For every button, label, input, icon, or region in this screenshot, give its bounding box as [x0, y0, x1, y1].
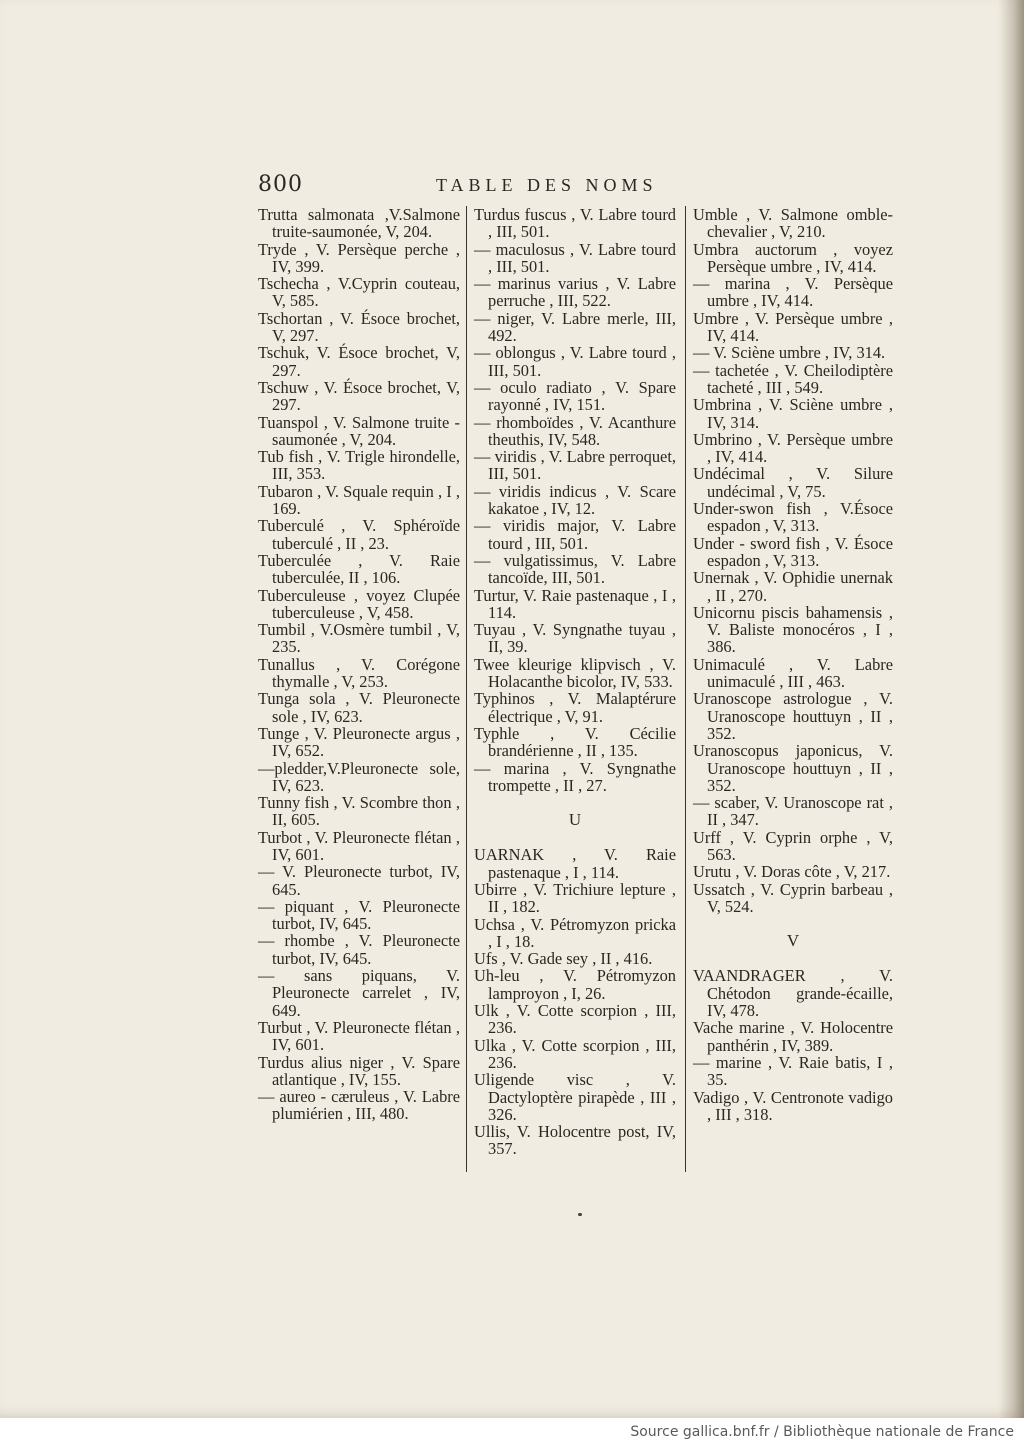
index-entry: Tuanspol , V. Salmone truite - saumonée , V, 204.	[258, 412, 460, 449]
index-entry: Vadigo , V. Centronote vadigo , III , 318.	[693, 1087, 893, 1124]
index-entry: Tschortan , V. Ésoce brochet, V, 297.	[258, 308, 460, 346]
index-entry: Tschuk, V. Ésoce brochet, V, 297.	[258, 343, 460, 380]
index-column-1	[258, 206, 460, 1123]
footer-bar	[0, 1418, 1024, 1450]
index-entry: — marina , V. Persèque umbre , IV, 414.	[693, 274, 893, 311]
index-entry: Ussatch , V. Cyprin barbeau , V, 524.	[693, 879, 893, 916]
index-entry: — piquant , V. Pleuronecte turbot, IV, 645.	[258, 896, 460, 934]
index-entry: Undécimal , V. Silure undécimal , V, 75.	[693, 464, 893, 501]
page-spine-shadow	[998, 0, 1024, 1418]
index-entry: — marine , V. Raie batis, I , 35.	[693, 1052, 893, 1090]
index-entry: Uranoscopus japonicus, V. Uranoscope houttuyn , II , 352.	[693, 741, 893, 795]
index-entry: Ullis, V. Holocentre post, IV, 357.	[474, 1122, 676, 1159]
index-entry: Tubaron , V. Squale requin , I , 169.	[258, 481, 460, 519]
index-entry: — niger, V. Labre merle, III, 492.	[474, 308, 676, 346]
column-rule-1	[466, 206, 467, 1172]
index-entry: Urutu , V. Doras côte , V, 217.	[693, 862, 891, 882]
index-entry: — viridis , V. Labre perroquet, III, 501.	[474, 447, 676, 484]
index-entry: Under - sword fish , V. Ésoce espadon , V, 313.	[693, 533, 893, 570]
index-entry: Tunga sola , V. Pleuronecte sole , IV, 623.	[258, 689, 460, 726]
index-entry: Umbrina , V. Sciène umbre , IV, 314.	[693, 395, 893, 432]
index-entry: Typhle , V. Cécilie brandérienne , II , 135.	[474, 723, 676, 761]
index-entry: Uh-leu , V. Pétromyzon lamproyon , I, 26.	[474, 966, 676, 1003]
index-entry: Uranoscope astrologue , V. Uranoscope houttuyn , II , 352.	[693, 689, 893, 743]
index-entry: — oblongus , V. Labre tourd , III, 501.	[474, 343, 676, 380]
index-entry: Unicornu piscis bahamensis , V. Baliste monocéros , I , 386.	[693, 602, 893, 657]
index-entry: Uligende visc , V. Dactyloptère pirapède , III , 326.	[474, 1070, 676, 1124]
printing-speck	[578, 1213, 582, 1216]
index-entry: Trutta salmonata ,V.Salmone truite-saumonée, V, 204.	[258, 205, 460, 242]
index-entry: — rhomboïdes , V. Acanthure theuthis, IV, 548.	[474, 412, 676, 449]
index-entry: Tuberculée , V. Raie tuberculée, II , 106.	[258, 550, 460, 588]
index-entry: — viridis indicus , V. Scare kakatoe , IV, 12.	[474, 481, 676, 519]
index-entry: — vulgatissimus, V. Labre tancoïde, III, 501.	[474, 550, 676, 588]
index-entry: Turdus alius niger , V. Spare atlantique , IV, 155.	[258, 1052, 460, 1089]
index-entry: Ubirre , V. Trichiure lepture , II , 182.	[474, 879, 676, 917]
index-entry: Turbut , V. Pleuronecte flétan , IV, 601.	[258, 1017, 460, 1055]
index-column-3	[693, 206, 893, 1123]
index-entry: Turtur, V. Raie pastenaque , I , 114.	[474, 585, 676, 622]
index-entry: — V. Sciène umbre , IV, 314.	[693, 343, 886, 363]
section-letter: V	[786, 931, 800, 951]
index-entry: —pledder,V.Pleuronecte sole, IV, 623.	[258, 758, 460, 795]
index-column-2	[474, 206, 676, 1158]
index-entry: — maculosus , V. Labre tourd , III, 501.	[474, 239, 676, 276]
index-entry: UARNAK , V. Raie pastenaque , I , 114.	[474, 845, 676, 882]
index-entry: Ulka , V. Cotte scorpion , III, 236.	[474, 1035, 676, 1072]
index-entry: Umbrino , V. Persèque umbre , IV, 414.	[693, 429, 893, 467]
index-entry: Tunny fish , V. Scombre thon , II, 605.	[258, 793, 460, 830]
index-entry: — sans piquans, V. Pleuronecte carrelet , IV, 649.	[258, 966, 460, 1020]
page-header	[258, 172, 718, 204]
index-entry: Unimaculé , V. Labre unimaculé , III , 463.	[693, 654, 893, 692]
index-entry: — rhombe , V. Pleuronecte turbot, IV, 645.	[258, 931, 460, 968]
index-entry: Umbre , V. Persèque umbre , IV, 414.	[693, 308, 893, 346]
index-entry: Ufs , V. Gade sey , II , 416.	[474, 949, 653, 969]
index-entry: Typhinos , V. Malaptérure électrique , V, 91.	[474, 689, 676, 726]
index-entry: — scaber, V. Uranoscope rat , II , 347.	[693, 793, 893, 830]
index-entry: — V. Pleuronecte turbot, IV, 645.	[258, 862, 460, 899]
index-entry: Umbra auctorum , voyez Persèque umbre , IV, 414.	[693, 239, 893, 276]
index-entry: Turbot , V. Pleuronecte flétan , IV, 601.	[258, 827, 460, 864]
page-number: 800	[258, 172, 303, 197]
index-entry: — aureo - cæruleus , V. Labre plumiérien , III, 480.	[258, 1087, 460, 1124]
index-entry: — marina , V. Syngnathe trompette , II , 27.	[474, 758, 676, 795]
index-entry: Tub fish , V. Trigle hirondelle, III, 353.	[258, 447, 460, 484]
section-letter: U	[568, 810, 582, 830]
index-entry: Tryde , V. Persèque perche , IV, 399.	[258, 239, 460, 276]
index-entry: Vache marine , V. Holocentre panthérin , IV, 389.	[693, 1018, 893, 1055]
index-entry: — viridis major, V. Labre tourd , III, 501.	[474, 516, 676, 553]
index-entry: Uchsa , V. Pétromyzon pricka , I , 18.	[474, 914, 676, 951]
index-entry: Umble , V. Salmone omble-chevalier , V, 210.	[693, 205, 893, 242]
index-entry: Tschecha , V.Cyprin couteau, V, 585.	[258, 274, 460, 311]
index-entry: VAANDRAGER , V. Chétodon grande-écaille, IV, 478.	[693, 966, 893, 1021]
index-entry: Ulk , V. Cotte scorpion , III, 236.	[474, 1001, 676, 1038]
index-entry: Unernak , V. Ophidie unernak , II , 270.	[693, 568, 893, 605]
index-entry: Tuberculé , V. Sphéroïde tuberculé , II , 23.	[258, 516, 460, 553]
index-entry: Under-swon fish , V.Ésoce espadon , V, 313.	[693, 499, 893, 536]
index-entry: — tachetée , V. Cheilodiptère tacheté , III , 549.	[693, 360, 893, 397]
index-entry: Tumbil , V.Osmère tumbil , V, 235.	[258, 620, 460, 657]
index-entry: Turdus fuscus , V. Labre tourd , III, 501.	[474, 205, 676, 242]
index-entry: Tuyau , V. Syngnathe tuyau , II, 39.	[474, 620, 676, 657]
index-entry: Tunge , V. Pleuronecte argus , IV, 652.	[258, 723, 460, 761]
index-entry: Tschuw , V. Ésoce brochet, V, 297.	[258, 377, 460, 415]
index-entry: — marinus varius , V. Labre perruche , III, 522.	[474, 274, 676, 311]
index-entry: Urff , V. Cyprin orphe , V, 563.	[693, 827, 893, 864]
column-rule-2	[685, 206, 686, 1172]
running-title: TABLE DES NOMS	[436, 175, 658, 195]
source-attribution: Source gallica.bnf.fr / Bibliothèque nationale de France	[630, 1424, 1014, 1440]
index-entry: Tunallus , V. Corégone thymalle , V, 253.	[258, 654, 460, 692]
index-entry: Twee kleurige klipvisch , V. Holacanthe bicolor, IV, 533.	[474, 654, 676, 692]
index-entry: Tuberculeuse , voyez Clupée tuberculeuse , V, 458.	[258, 585, 460, 622]
index-entry: — oculo radiato , V. Spare rayonné , IV, 151.	[474, 377, 676, 415]
